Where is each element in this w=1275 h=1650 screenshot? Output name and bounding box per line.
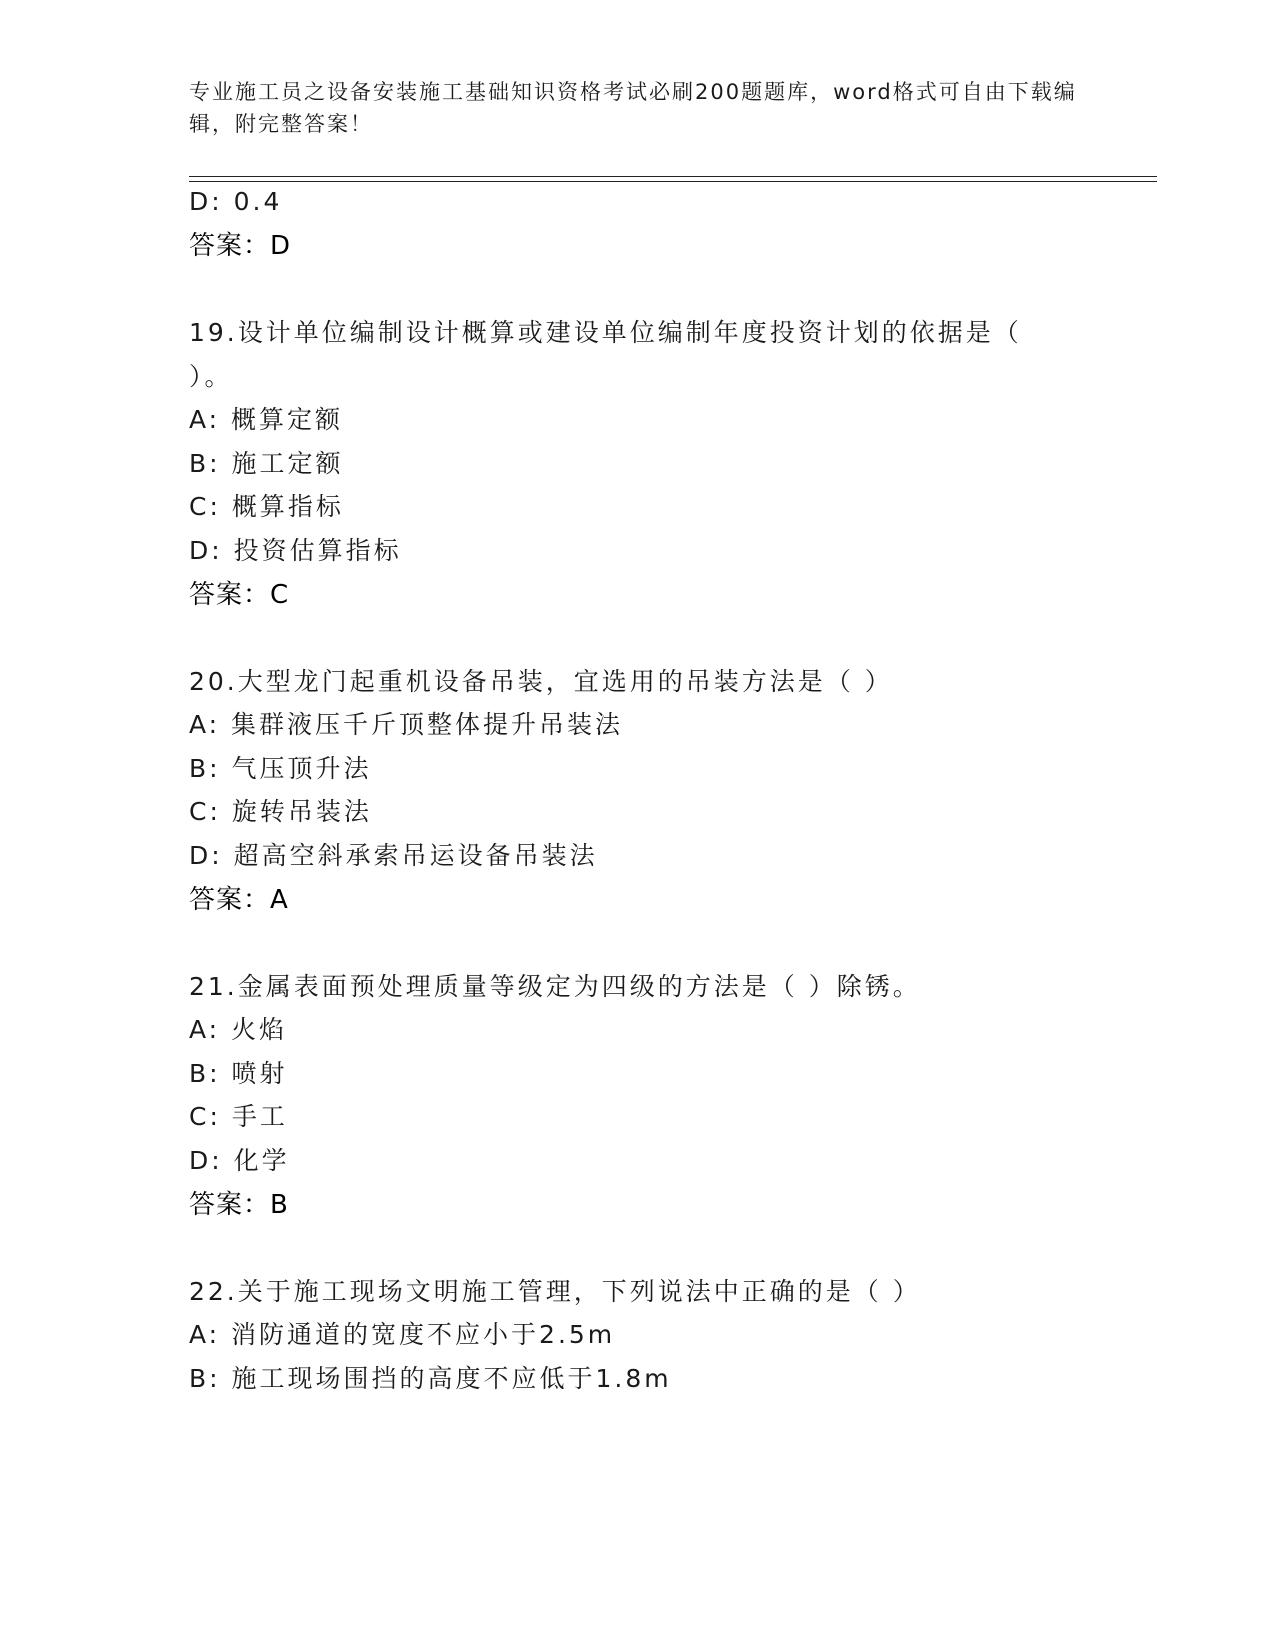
question-20-option-c: C: 旋转吊装法	[189, 797, 372, 826]
question-19-option-c: C: 概算指标	[189, 492, 344, 521]
question-19-option-a: A: 概算定额	[189, 405, 344, 434]
question-22-stem: 22.关于施工现场文明施工管理，下列说法中正确的是（ ）	[189, 1277, 921, 1306]
question-21-option-a: A: 火焰	[189, 1015, 288, 1044]
option-d: D: 0.4	[189, 187, 283, 216]
question-21-option-b: B: 喷射	[189, 1059, 288, 1088]
question-19-option-d: D: 投资估算指标	[189, 536, 402, 565]
question-19-stem-continued: ）。	[189, 362, 233, 391]
question-22-option-b: B: 施工现场围挡的高度不应低于1.8m	[189, 1364, 672, 1393]
question-21-answer: 答案：B	[189, 1190, 289, 1220]
question-20-option-d: D: 超高空斜承索吊运设备吊装法	[189, 841, 598, 870]
document-header: 专业施工员之设备安装施工基础知识资格考试必刷200题题库，word格式可自由下载编辑，附完整答案！	[189, 80, 1077, 136]
question-20-option-b: B: 气压顶升法	[189, 754, 372, 783]
question-20-option-a: A: 集群液压千斤顶整体提升吊装法	[189, 710, 624, 739]
header-divider-bottom	[189, 181, 1157, 182]
question-21-stem: 21.金属表面预处理质量等级定为四级的方法是（ ）除锈。	[189, 972, 921, 1001]
question-21-option-c: C: 手工	[189, 1102, 288, 1131]
question-19-stem: 19.设计单位编制设计概算或建设单位编制年度投资计划的依据是（	[189, 318, 1022, 347]
header-divider-top	[189, 176, 1157, 177]
question-21-option-d: D: 化学	[189, 1146, 290, 1175]
question-22-option-a: A: 消防通道的宽度不应小于2.5m	[189, 1320, 616, 1349]
answer-line: 答案：D	[189, 231, 292, 261]
question-20-answer: 答案：A	[189, 885, 289, 915]
question-20-stem: 20.大型龙门起重机设备吊装，宜选用的吊装方法是（ ）	[189, 667, 893, 696]
question-19-option-b: B: 施工定额	[189, 449, 344, 478]
question-19-answer: 答案：C	[189, 580, 290, 610]
